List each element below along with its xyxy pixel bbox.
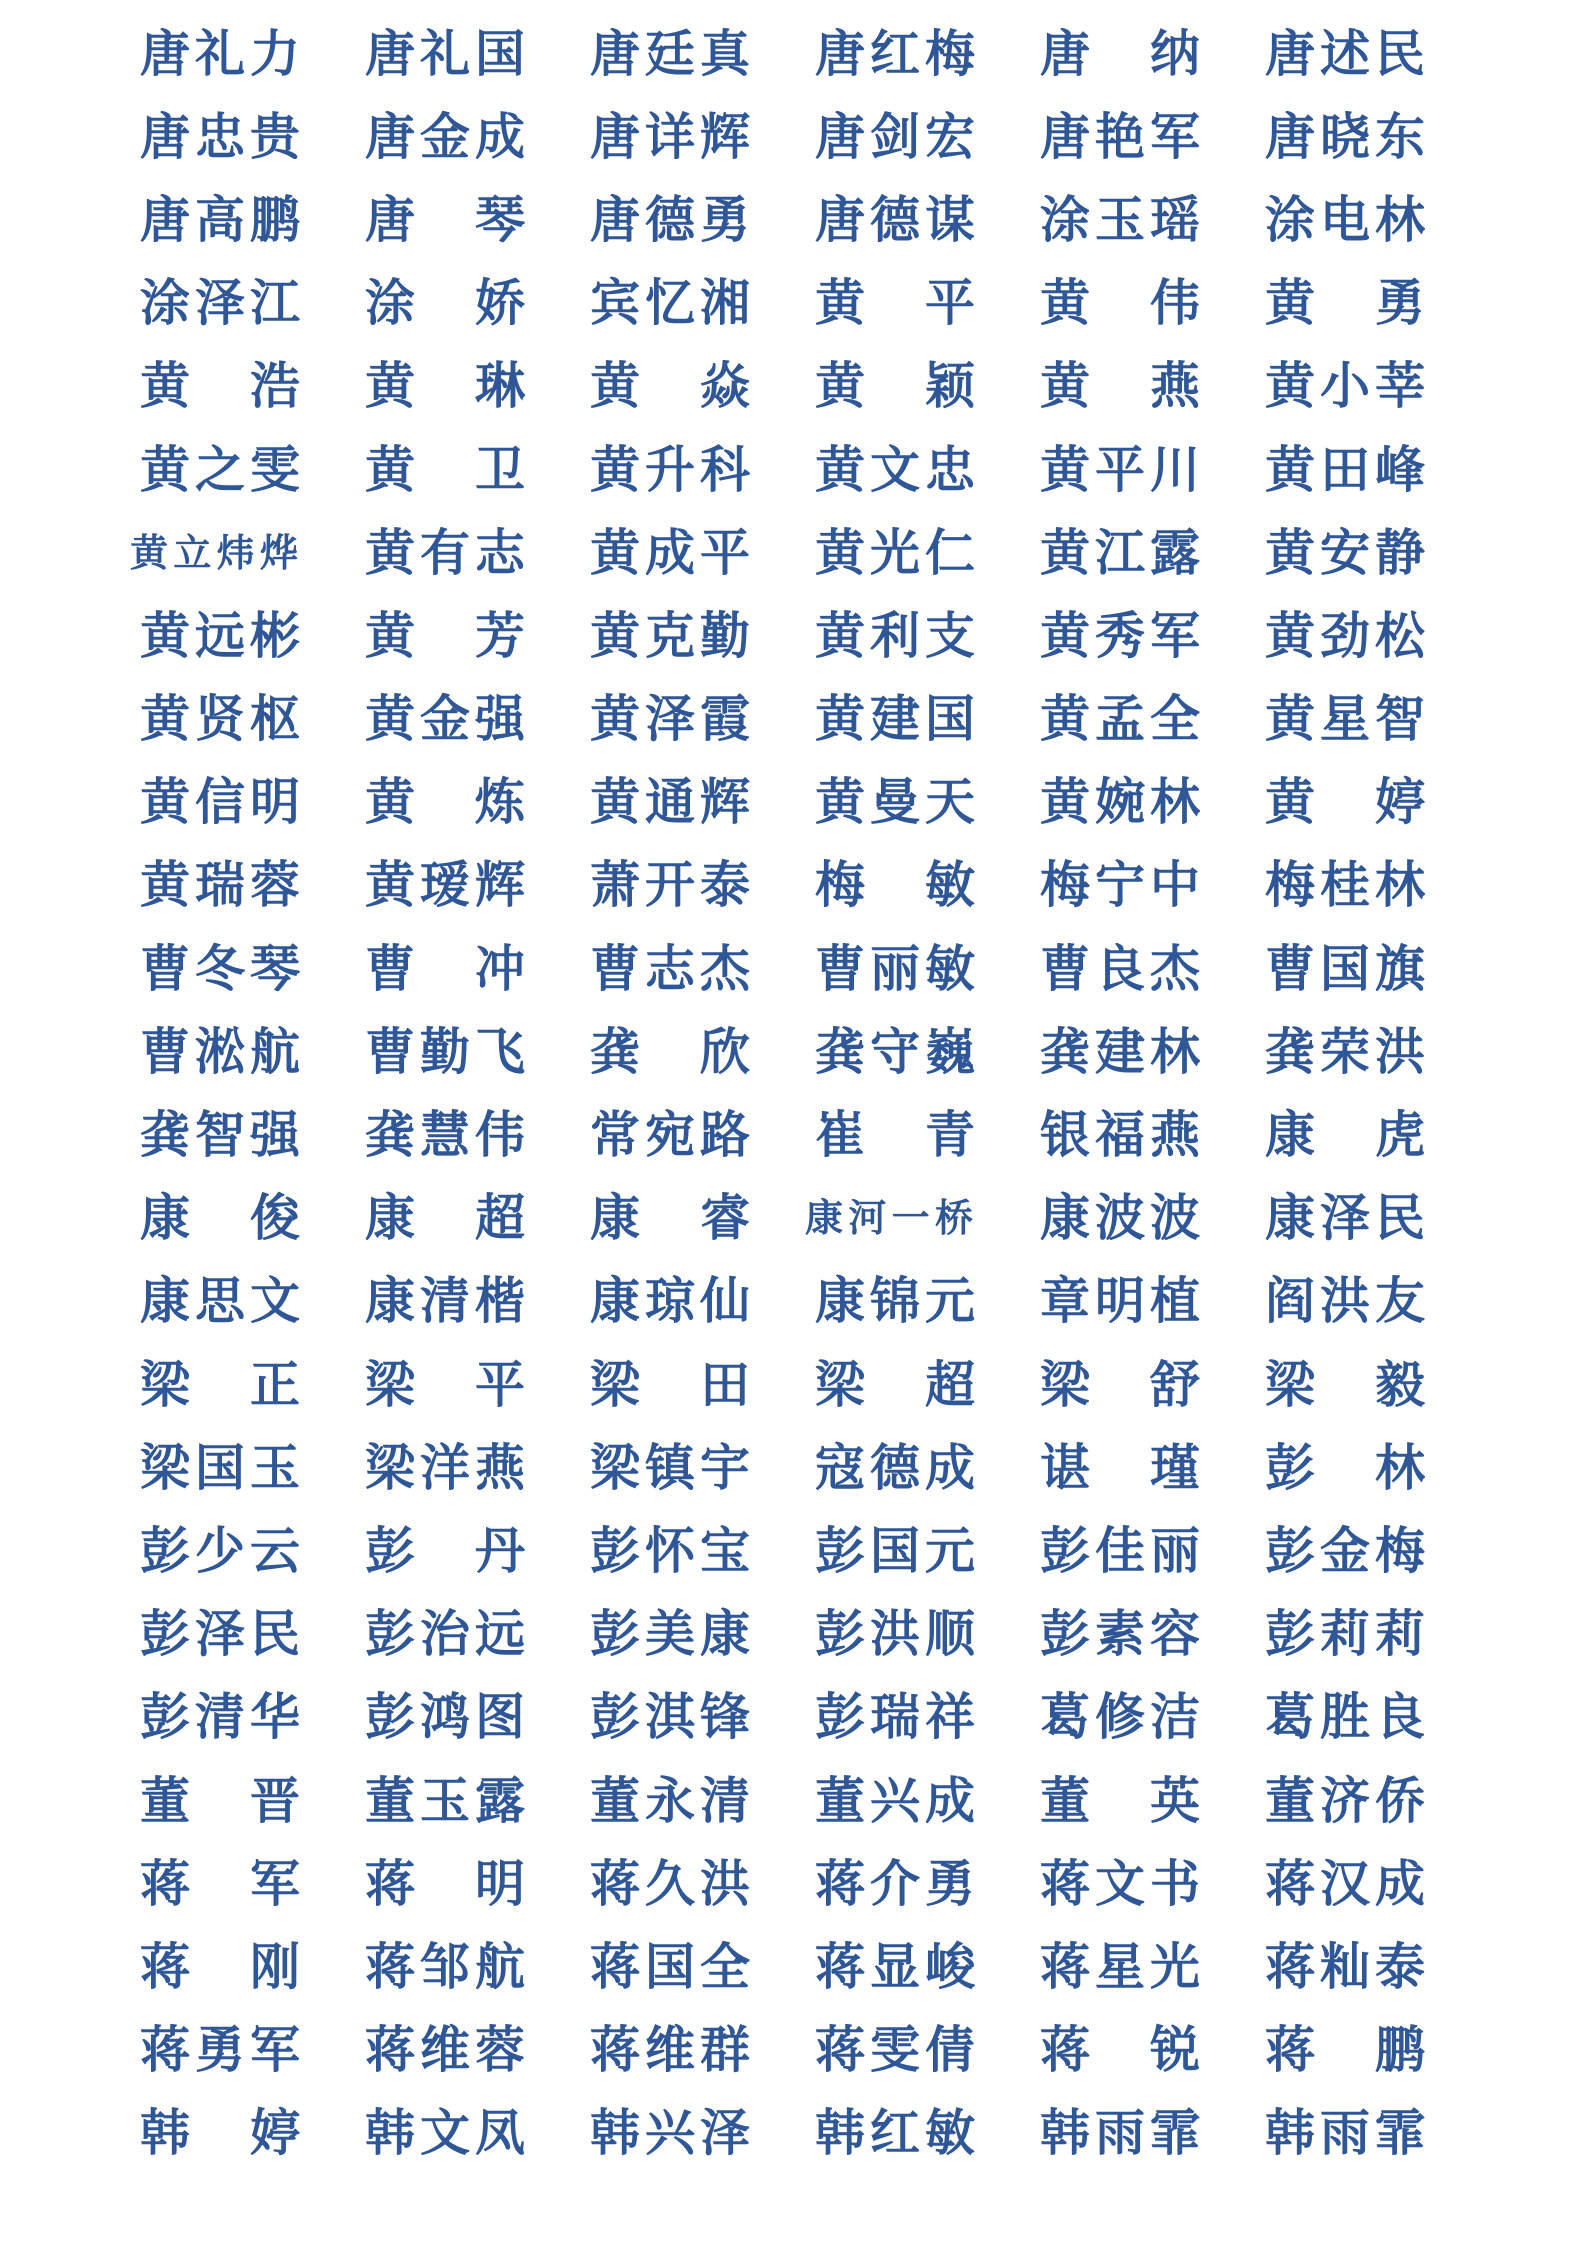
name-entry: 曹良杰 xyxy=(1040,938,1200,998)
name-entry: 黄星智 xyxy=(1265,689,1425,749)
name-entry: 韩雨霏 xyxy=(1040,2103,1200,2163)
name-entry: 黄曼天 xyxy=(815,772,975,832)
name-entry: 黄光仁 xyxy=(815,522,975,582)
name-entry: 黄瑷辉 xyxy=(365,855,525,915)
name-entry: 彭国元 xyxy=(815,1520,975,1580)
name-entry: 曹丽敏 xyxy=(815,938,975,998)
name-entry: 蒋刚 xyxy=(140,1936,300,1996)
name-entry: 康泽民 xyxy=(1265,1188,1425,1248)
name-entry: 董永清 xyxy=(590,1770,750,1830)
name-entry: 黄之雯 xyxy=(140,439,300,499)
name-list-grid xyxy=(130,12,1460,2175)
name-entry: 谌瑾 xyxy=(1040,1437,1200,1497)
name-entry: 梅敏 xyxy=(815,855,975,915)
name-entry: 黄平 xyxy=(815,273,975,333)
name-entry: 龚欣 xyxy=(590,1021,750,1081)
name-entry: 唐述民 xyxy=(1265,23,1425,83)
name-entry: 黄瑞蓉 xyxy=(140,855,300,915)
name-entry: 曹勤飞 xyxy=(365,1021,525,1081)
name-entry: 康琼仙 xyxy=(590,1271,750,1331)
name-entry: 葛修洁 xyxy=(1040,1687,1200,1747)
name-entry: 涂玉瑶 xyxy=(1040,189,1200,249)
name-entry: 黄信明 xyxy=(140,772,300,832)
name-entry: 曹志杰 xyxy=(590,938,750,998)
name-entry: 蒋文书 xyxy=(1040,1853,1200,1913)
name-entry: 董玉露 xyxy=(365,1770,525,1830)
name-entry: 彭林 xyxy=(1265,1437,1425,1497)
name-entry: 黄颖 xyxy=(815,356,975,416)
name-entry: 梅桂林 xyxy=(1265,855,1425,915)
name-entry: 曹淞航 xyxy=(140,1021,300,1081)
name-entry: 唐德勇 xyxy=(590,189,750,249)
name-entry: 董济侨 xyxy=(1265,1770,1425,1830)
name-entry: 蒋汉成 xyxy=(1265,1853,1425,1913)
name-entry: 黄金强 xyxy=(365,689,525,749)
name-entry: 黄婉林 xyxy=(1040,772,1200,832)
name-entry: 涂电林 xyxy=(1265,189,1425,249)
name-entry: 康波波 xyxy=(1040,1188,1200,1248)
name-entry: 彭瑞祥 xyxy=(815,1687,975,1747)
name-entry: 康清楷 xyxy=(365,1271,525,1331)
name-entry: 彭怀宝 xyxy=(590,1520,750,1580)
name-entry: 黄文忠 xyxy=(815,439,975,499)
name-entry: 曹国旗 xyxy=(1265,938,1425,998)
name-entry: 黄成平 xyxy=(590,522,750,582)
name-entry: 涂泽江 xyxy=(140,273,300,333)
name-entry: 曹冬琴 xyxy=(140,938,300,998)
name-entry: 蒋久洪 xyxy=(590,1853,750,1913)
name-entry: 蒋籼泰 xyxy=(1265,1936,1425,1996)
name-entry: 龚智强 xyxy=(140,1105,300,1165)
name-entry: 常宛路 xyxy=(590,1105,750,1165)
name-entry: 黄孟全 xyxy=(1040,689,1200,749)
name-entry: 蒋锐 xyxy=(1040,2020,1200,2080)
name-entry: 唐剑宏 xyxy=(815,106,975,166)
name-entry: 彭治远 xyxy=(365,1604,525,1664)
name-entry: 梁超 xyxy=(815,1354,975,1414)
name-entry: 梁镇宇 xyxy=(590,1437,750,1497)
name-entry: 崔青 xyxy=(815,1105,975,1165)
name-entry: 黄琳 xyxy=(365,356,525,416)
name-entry: 康锦元 xyxy=(815,1271,975,1331)
name-entry: 彭美康 xyxy=(590,1604,750,1664)
name-entry: 黄炼 xyxy=(365,772,525,832)
name-entry: 梅宁中 xyxy=(1040,855,1200,915)
name-entry: 彭洪顺 xyxy=(815,1604,975,1664)
name-entry: 梁平 xyxy=(365,1354,525,1414)
name-entry: 康河一桥 xyxy=(805,1195,973,1241)
name-entry: 彭鸿图 xyxy=(365,1687,525,1747)
name-entry: 韩婷 xyxy=(140,2103,300,2163)
name-entry: 唐红梅 xyxy=(815,23,975,83)
name-entry: 黄劲松 xyxy=(1265,605,1425,665)
name-entry: 康俊 xyxy=(140,1188,300,1248)
name-entry: 黄燕 xyxy=(1040,356,1200,416)
name-entry: 葛胜良 xyxy=(1265,1687,1425,1747)
name-entry: 韩文凤 xyxy=(365,2103,525,2163)
name-entry: 黄焱 xyxy=(590,356,750,416)
name-entry: 黄利支 xyxy=(815,605,975,665)
name-entry: 康虎 xyxy=(1265,1105,1425,1165)
name-entry: 唐金成 xyxy=(365,106,525,166)
name-entry: 唐详辉 xyxy=(590,106,750,166)
name-entry: 蒋明 xyxy=(365,1853,525,1913)
name-entry: 黄婷 xyxy=(1265,772,1425,832)
name-entry: 黄克勤 xyxy=(590,605,750,665)
name-entry: 唐艳军 xyxy=(1040,106,1200,166)
name-entry: 蒋雯倩 xyxy=(815,2020,975,2080)
name-entry: 梁田 xyxy=(590,1354,750,1414)
name-entry: 黄江露 xyxy=(1040,522,1200,582)
name-entry: 康睿 xyxy=(590,1188,750,1248)
name-entry: 蒋鹏 xyxy=(1265,2020,1425,2080)
name-entry: 寇德成 xyxy=(815,1437,975,1497)
name-entry: 蒋维群 xyxy=(590,2020,750,2080)
name-entry: 涂娇 xyxy=(365,273,525,333)
name-entry: 黄立炜烨 xyxy=(130,529,298,575)
name-entry: 唐琴 xyxy=(365,189,525,249)
name-entry: 曹冲 xyxy=(365,938,525,998)
name-entry: 黄芳 xyxy=(365,605,525,665)
name-entry: 康超 xyxy=(365,1188,525,1248)
name-entry: 彭淇锋 xyxy=(590,1687,750,1747)
name-entry: 黄升科 xyxy=(590,439,750,499)
name-entry: 唐忠贵 xyxy=(140,106,300,166)
name-entry: 萧开泰 xyxy=(590,855,750,915)
name-entry: 彭金梅 xyxy=(1265,1520,1425,1580)
name-entry: 唐高鹏 xyxy=(140,189,300,249)
name-entry: 蒋星光 xyxy=(1040,1936,1200,1996)
name-entry: 韩红敏 xyxy=(815,2103,975,2163)
name-entry: 黄建国 xyxy=(815,689,975,749)
name-entry: 黄有志 xyxy=(365,522,525,582)
name-entry: 龚守巍 xyxy=(815,1021,975,1081)
name-entry: 黄平川 xyxy=(1040,439,1200,499)
name-entry: 黄田峰 xyxy=(1265,439,1425,499)
name-entry: 黄卫 xyxy=(365,439,525,499)
name-entry: 董英 xyxy=(1040,1770,1200,1830)
name-entry: 董兴成 xyxy=(815,1770,975,1830)
name-entry: 龚建林 xyxy=(1040,1021,1200,1081)
name-entry: 黄泽霞 xyxy=(590,689,750,749)
name-entry: 唐德谋 xyxy=(815,189,975,249)
name-entry: 蒋邹航 xyxy=(365,1936,525,1996)
name-entry: 彭泽民 xyxy=(140,1604,300,1664)
name-entry: 黄远彬 xyxy=(140,605,300,665)
name-entry: 黄浩 xyxy=(140,356,300,416)
name-entry: 黄安静 xyxy=(1265,522,1425,582)
name-entry: 唐礼力 xyxy=(140,23,300,83)
name-entry: 黄贤枢 xyxy=(140,689,300,749)
name-entry: 银福燕 xyxy=(1040,1105,1200,1165)
name-entry: 梁国玉 xyxy=(140,1437,300,1497)
name-entry: 黄勇 xyxy=(1265,273,1425,333)
name-entry: 韩雨霏 xyxy=(1265,2103,1425,2163)
name-entry: 彭佳丽 xyxy=(1040,1520,1200,1580)
name-entry: 韩兴泽 xyxy=(590,2103,750,2163)
name-entry: 唐晓东 xyxy=(1265,106,1425,166)
name-entry: 章明植 xyxy=(1040,1271,1200,1331)
name-entry: 黄秀军 xyxy=(1040,605,1200,665)
name-entry: 黄伟 xyxy=(1040,273,1200,333)
name-entry: 彭素容 xyxy=(1040,1604,1200,1664)
name-entry: 蒋介勇 xyxy=(815,1853,975,1913)
name-entry: 唐礼国 xyxy=(365,23,525,83)
name-entry: 唐纳 xyxy=(1040,23,1200,83)
name-entry: 蒋国全 xyxy=(590,1936,750,1996)
name-entry: 梁毅 xyxy=(1265,1354,1425,1414)
name-entry: 黄通辉 xyxy=(590,772,750,832)
name-entry: 彭莉莉 xyxy=(1265,1604,1425,1664)
name-entry: 黄小莘 xyxy=(1265,356,1425,416)
name-entry: 龚荣洪 xyxy=(1265,1021,1425,1081)
name-entry: 蒋显峻 xyxy=(815,1936,975,1996)
name-entry: 阎洪友 xyxy=(1265,1271,1425,1331)
name-entry: 蒋勇军 xyxy=(140,2020,300,2080)
name-entry: 彭清华 xyxy=(140,1687,300,1747)
name-entry: 宾忆湘 xyxy=(590,273,750,333)
name-entry: 梁正 xyxy=(140,1354,300,1414)
name-entry: 董晋 xyxy=(140,1770,300,1830)
name-entry: 唐廷真 xyxy=(590,23,750,83)
name-entry: 蒋维蓉 xyxy=(365,2020,525,2080)
name-entry: 龚慧伟 xyxy=(365,1105,525,1165)
name-entry: 康思文 xyxy=(140,1271,300,1331)
name-entry: 彭少云 xyxy=(140,1520,300,1580)
name-entry: 梁舒 xyxy=(1040,1354,1200,1414)
name-entry: 蒋军 xyxy=(140,1853,300,1913)
name-entry: 彭丹 xyxy=(365,1520,525,1580)
name-entry: 梁洋燕 xyxy=(365,1437,525,1497)
